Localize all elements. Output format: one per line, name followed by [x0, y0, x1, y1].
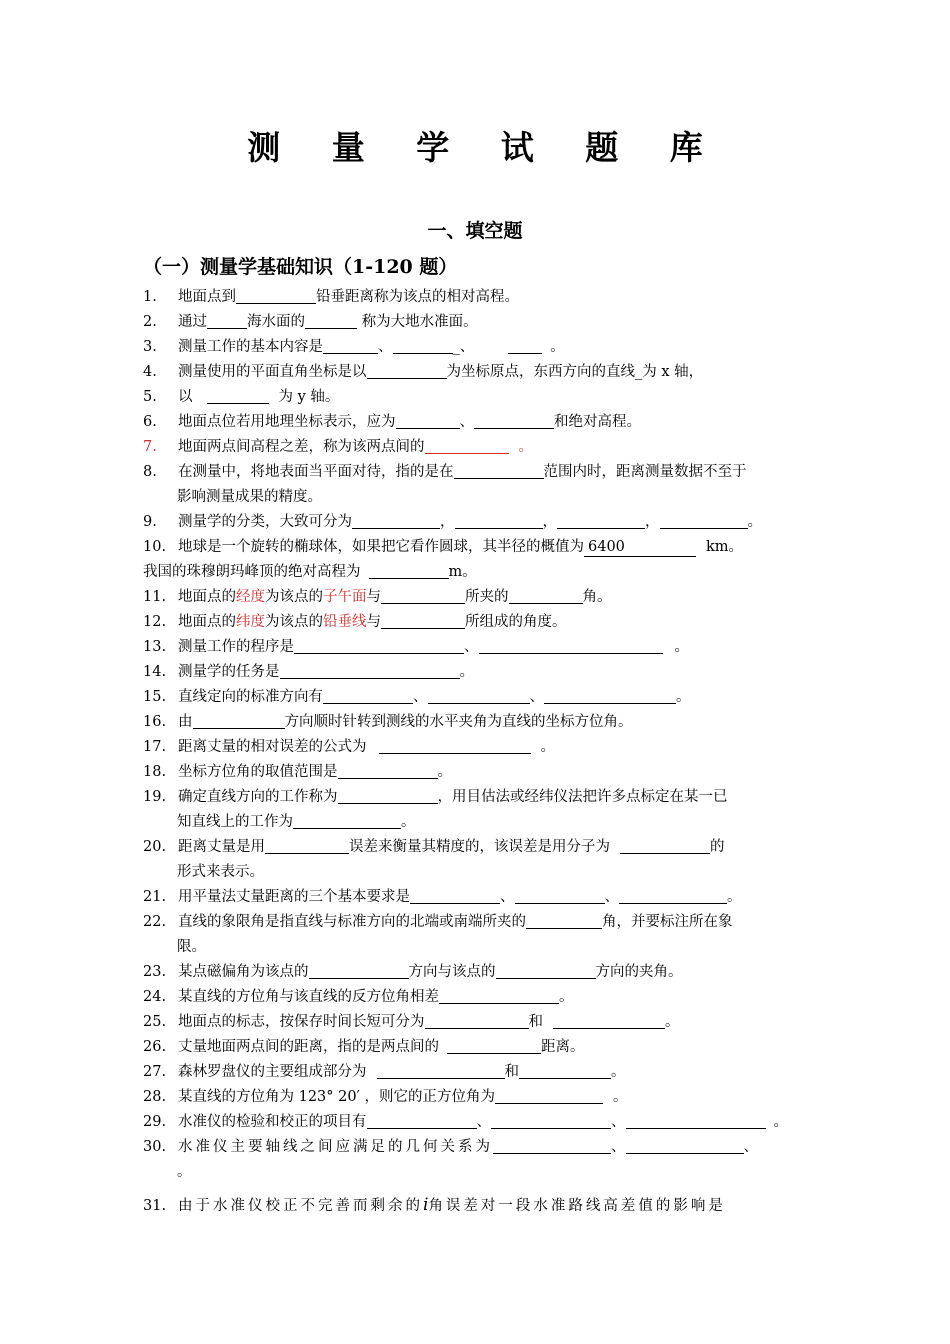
question-18: 18. 坐标方位角的取值范围是 。 — [143, 764, 452, 780]
answer-blank[interactable] — [428, 687, 530, 704]
answer-blank[interactable] — [479, 637, 663, 654]
answer-blank[interactable] — [338, 762, 438, 779]
answer-blank[interactable] — [410, 887, 500, 904]
question-11: 11. 地面点的经度为该点的子午面与 所夹的 角。 — [143, 589, 612, 605]
question-29: 29. 水准仪的检验和校正的项目有 、 、 。 — [143, 1114, 788, 1130]
answer-blank[interactable] — [381, 587, 465, 604]
answer-blank[interactable] — [338, 787, 438, 804]
question-19-cont: 知直线上的工作为 。 — [177, 814, 416, 830]
question-4: 4. 测量使用的平面直角坐标是以 为坐标原点，东西方向的直线_为 x 轴， — [143, 364, 704, 380]
question-10-cont: 我国的珠穆朗玛峰顶的绝对高程为 m。 — [143, 564, 477, 580]
question-24: 24. 某直线的方位角与该直线的反方位角相差 。 — [143, 989, 574, 1005]
question-28: 28. 某直线的方位角为 123° 20′ ，则它的正方位角为 。 — [143, 1089, 628, 1105]
question-9: 9. 测量学的分类，大致可分为 ， ， ， 。 — [143, 514, 762, 530]
answer-blank[interactable] — [293, 812, 401, 829]
answer-blank[interactable] — [323, 337, 378, 354]
answer-blank[interactable] — [553, 1012, 665, 1029]
answer-blank[interactable] — [265, 837, 349, 854]
answer-blank[interactable] — [526, 912, 602, 929]
question-3: 3. 测量工作的基本内容是 、 _、 。 — [143, 339, 565, 355]
question-14: 14. 测量学的任务是 。 — [143, 664, 474, 680]
subsection-heading: （一）测量学基础知识（1-120 题） — [143, 256, 458, 278]
answer-filled[interactable]: 6400 — [584, 538, 696, 557]
question-15: 15. 直线定向的标准方向有 、 、 。 — [143, 689, 691, 705]
question-20: 20. 距离丈量是用 误差来衡量其精度的，该误差是用分子为 的 — [143, 839, 725, 855]
answer-blank[interactable] — [352, 512, 440, 529]
question-8-cont: 影响测量成果的精度。 — [177, 489, 322, 505]
answer-blank[interactable] — [425, 1012, 529, 1029]
answer-blank[interactable] — [323, 687, 413, 704]
question-16: 16. 由 方向顺时针转到测线的水平夹角为直线的坐标方位角。 — [143, 714, 633, 730]
answer-blank[interactable] — [660, 512, 748, 529]
answer-blank[interactable] — [396, 412, 460, 429]
question-23: 23. 某点磁偏角为该点的 方向与该点的 方向的夹角。 — [143, 964, 683, 980]
answer-blank[interactable] — [544, 687, 676, 704]
answer-blank[interactable] — [447, 1037, 541, 1054]
question-10: 10. 地球是一个旋转的椭球体，如果把它看作圆球，其半径的概值为 6400 km。 — [143, 539, 744, 555]
answer-blank[interactable] — [508, 337, 542, 354]
question-2: 2. 通过 海水面的 称为大地水准面。 — [143, 314, 478, 330]
page-title: 测 量 学 试 题 库 — [247, 128, 723, 167]
question-19: 19. 确定直线方向的工作称为 ，用目估法或经纬仪法把许多点标定在某一已 — [143, 789, 728, 805]
answer-blank[interactable] — [474, 412, 554, 429]
question-20-cont: 形式来表示。 — [177, 864, 264, 880]
answer-blank[interactable] — [496, 962, 596, 979]
question-6: 6. 地面点位若用地理坐标表示，应为 、 和绝对高程。 — [143, 414, 641, 430]
question-30: 30. 水准仪主要轴线之间应满足的几何关系为 、 、 — [143, 1139, 758, 1155]
answer-blank[interactable] — [369, 562, 449, 579]
answer-blank[interactable] — [377, 1062, 505, 1079]
answer-blank[interactable] — [519, 1062, 611, 1079]
question-1: 1. 地面点到 铅垂距离称为该点的相对高程。 — [143, 289, 519, 305]
question-30-cont: 。 — [177, 1164, 192, 1180]
answer-blank[interactable] — [280, 662, 460, 679]
answer-blank[interactable] — [207, 387, 269, 404]
question-13: 13. 测量工作的程序是 、 。 — [143, 639, 689, 655]
answer-blank[interactable] — [367, 362, 447, 379]
answer-blank[interactable] — [515, 887, 605, 904]
answer-blank[interactable] — [509, 587, 583, 604]
question-22-cont: 限。 — [177, 939, 206, 955]
answer-blank[interactable] — [367, 1112, 477, 1129]
answer-blank[interactable] — [294, 637, 464, 654]
answer-blank[interactable] — [455, 512, 543, 529]
answer-blank[interactable] — [309, 962, 409, 979]
answer-blank[interactable] — [626, 1137, 744, 1154]
answer-blank[interactable] — [493, 1137, 611, 1154]
question-31: 31. 由于水准仪校正不完善而剩余的i角误差对一段水准路线高差值的影响是 — [143, 1195, 726, 1215]
question-21: 21. 用平量法丈量距离的三个基本要求是 、 、 。 — [143, 889, 742, 905]
question-26: 26. 丈量地面两点间的距离，指的是两点间的 距离。 — [143, 1039, 585, 1055]
answer-blank[interactable] — [393, 337, 453, 354]
answer-blank[interactable] — [381, 612, 465, 629]
answer-blank[interactable] — [207, 312, 247, 329]
answer-blank[interactable] — [626, 1112, 766, 1129]
answer-blank[interactable] — [454, 462, 544, 479]
question-5: 5. 以 为 y 轴。 — [143, 389, 340, 405]
question-12: 12. 地面点的纬度为该点的铅垂线与 所组成的角度。 — [143, 614, 567, 630]
section-heading: 一、填空题 — [427, 220, 523, 242]
answer-blank[interactable] — [619, 887, 727, 904]
question-17: 17. 距离丈量的相对误差的公式为 。 — [143, 739, 555, 755]
answer-blank[interactable] — [439, 987, 559, 1004]
question-25: 25. 地面点的标志，按保存时间长短可分为 和 。 — [143, 1014, 680, 1030]
question-27: 27. 森林罗盘仪的主要组成部分为 和 。 — [143, 1064, 626, 1080]
answer-blank[interactable] — [193, 712, 285, 729]
answer-blank[interactable] — [425, 437, 509, 454]
answer-blank[interactable] — [236, 287, 316, 304]
answer-blank[interactable] — [379, 737, 531, 754]
answer-blank[interactable] — [620, 837, 710, 854]
answer-blank[interactable] — [491, 1112, 611, 1129]
answer-blank[interactable] — [557, 512, 645, 529]
question-22: 22. 直线的象限角是指直线与标准方向的北端或南端所夹的 角，并要标注所在象 — [143, 914, 733, 930]
question-8: 8. 在测量中，将地表面当平面对待，指的是在 范围内时，距离测量数据不至于 — [143, 464, 747, 480]
i-angle-symbol: i — [423, 1195, 429, 1215]
question-7: 7. 地面两点间高程之差，称为该两点间的 。 — [143, 439, 533, 455]
answer-blank[interactable] — [305, 312, 357, 329]
answer-blank[interactable] — [495, 1087, 603, 1104]
